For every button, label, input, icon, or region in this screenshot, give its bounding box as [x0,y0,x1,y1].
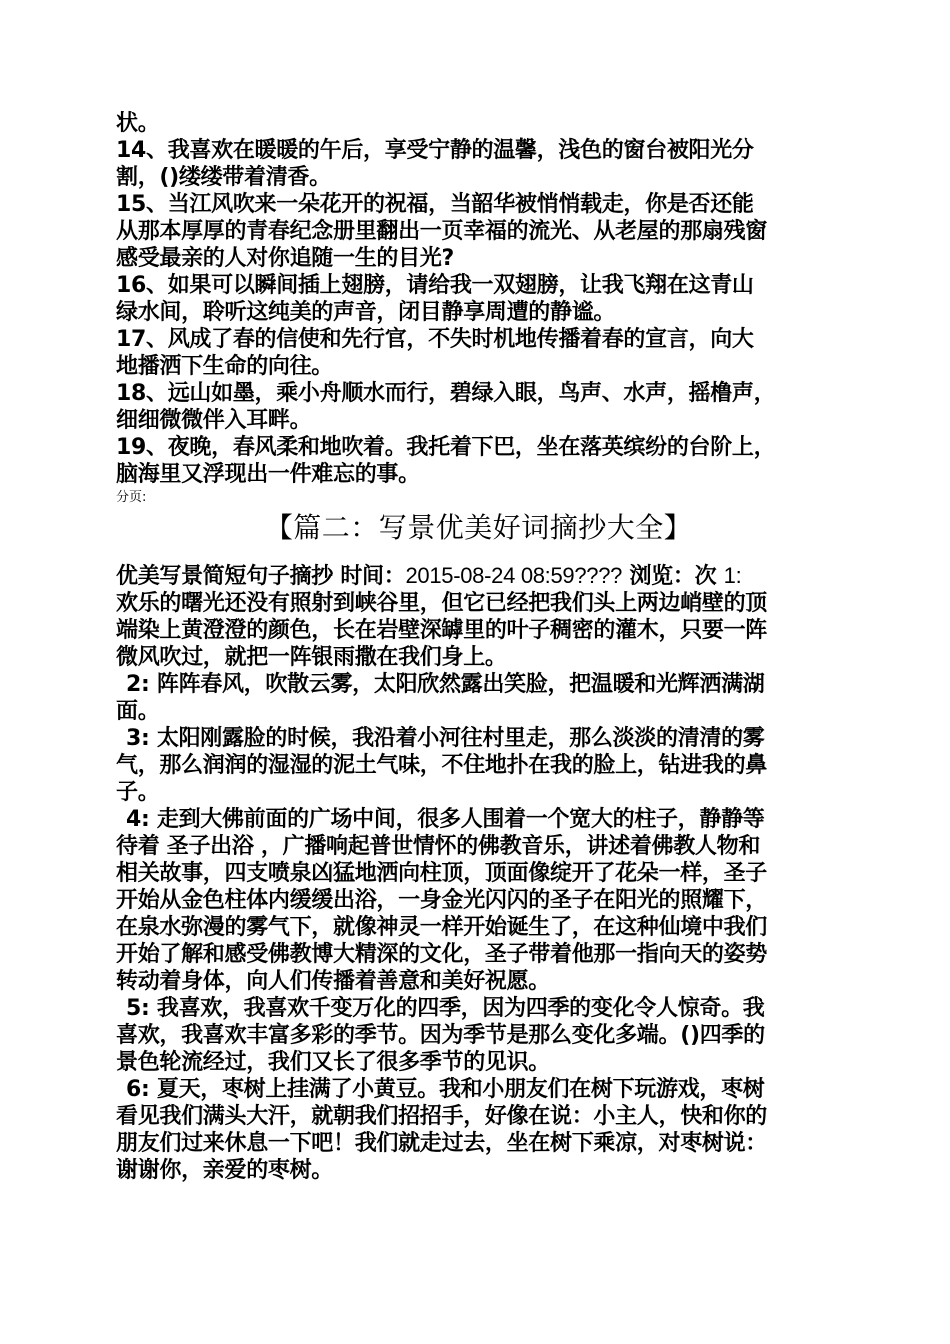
text-line: 15、当江风吹来一朵花开的祝福，当韶华被悄悄载走，你是否还能 [116,192,754,217]
text-line: 面。 [116,699,160,724]
text-line: 16、如果可以瞬间插上翅膀，请给我一双翅膀，让我飞翔在这青山 [116,273,754,298]
text-line: 待着 圣子出浴 ，广播响起普世情怀的佛教音乐，讲述着佛教人物和 [116,834,761,859]
text-line: 看见我们满头大汗，就朝我们招招手，好像在说：小主人，快和你的 [116,1104,768,1129]
text-line: 开始了解和感受佛教博大精深的文化，圣子带着他那一指向天的姿势 [116,942,768,967]
intro-line [116,562,841,590]
paragraph-block-1 [116,110,841,488]
text-line: 谢谢你，亲爱的枣树。 [116,1158,334,1183]
text-line: 4: 走到大佛前面的广场中间，很多人围着一个宽大的柱子，静静等 [126,807,765,832]
text-line: 端染上黄澄澄的颜色，长在岩壁深罅里的叶子稠密的灌木，只要一阵 [116,618,768,643]
text-line: 微风吹过，就把一阵银雨撒在我们身上。 [116,645,507,670]
text-line: 17、风成了春的信使和先行官，不失时机地传播着春的宣言，向大 [116,327,754,352]
text-line: 在泉水弥漫的雾气下，就像神灵一样开始诞生了，在这种仙境中我们 [116,915,768,940]
text-line: 19、夜晚，春风柔和地吹着。我托着下巴，坐在落英缤纷的台阶上， [116,435,776,460]
text-line: 18、远山如墨，乘小舟顺水而行，碧绿入眼，鸟声、水声，摇橹声， [116,381,776,406]
text-line: 子。 [116,780,160,805]
paragraph-block-2 [116,562,841,1184]
text-line: 朋友们过来休息一下吧！我们就走过去，坐在树下乘凉，对枣树说： [116,1131,768,1156]
section-title: 【篇二：写景优美好词摘抄大全】 [264,511,693,544]
text-line: 地播洒下生命的向往。 [116,354,334,379]
text-line: 感受最亲的人对你追随一生的目光? [116,246,454,271]
text-line: 从那本厚厚的青春纪念册里翻出一页幸福的流光、从老屋的那扇残窗 [116,219,768,244]
text-line: 2: 阵阵春风，吹散云雾，太阳欣然露出笑脸，把温暖和光辉洒满湖 [126,672,765,697]
text-line: 脑海里又浮现出一件难忘的事。 [116,462,420,487]
text-line: 绿水间，聆听这纯美的声音，闭目静享周遭的静谧。 [116,300,616,325]
text-line: 3: 太阳刚露脸的时候，我沿着小河往村里走，那么淡淡的清清的雾 [126,726,765,751]
intro-item-number: 1: [723,563,742,588]
text-line: 喜欢，我喜欢丰富多彩的季节。因为季节是那么变化多端。()四季的 [116,1023,765,1048]
text-line: 割，()缕缕带着清香。 [116,165,331,190]
document-page [116,110,841,1184]
intro-date: 2015-08-24 08:59???? [405,563,623,588]
text-line: 相关故事，四支喷泉凶猛地洒向柱顶，顶面像绽开了花朵一样，圣子 [116,861,768,886]
intro-heading: 优美写景简短句子摘抄 时间： [116,564,406,589]
text-line: 开始从金色柱体内缓缓出浴，一身金光闪闪的圣子在阳光的照耀下， [116,888,768,913]
text-line: 转动着身体，向人们传播着善意和美好祝愿。 [116,969,551,994]
text-line: 6: 夏天，枣树上挂满了小黄豆。我和小朋友们在树下玩游戏，枣树 [126,1077,765,1102]
text-line: 状。 [116,111,160,136]
text-line: 14、我喜欢在暖暖的午后，享受宁静的温馨，浅色的窗台被阳光分 [116,138,754,163]
text-line: 5: 我喜欢，我喜欢千变万化的四季，因为四季的变化令人惊奇。我 [126,996,765,1021]
page-break-label: 分页: [116,490,147,505]
text-line: 细细微微伴入耳畔。 [116,408,312,433]
text-line: 欢乐的曙光还没有照射到峡谷里，但它已经把我们头上两边峭壁的顶 [116,591,768,616]
intro-views: 浏览：次 [622,564,724,589]
text-line: 气，那么润润的湿湿的泥土气味，不住地扑在我的脸上，钻进我的鼻 [116,753,768,778]
text-line: 景色轮流经过，我们又长了很多季节的见识。 [116,1050,551,1075]
